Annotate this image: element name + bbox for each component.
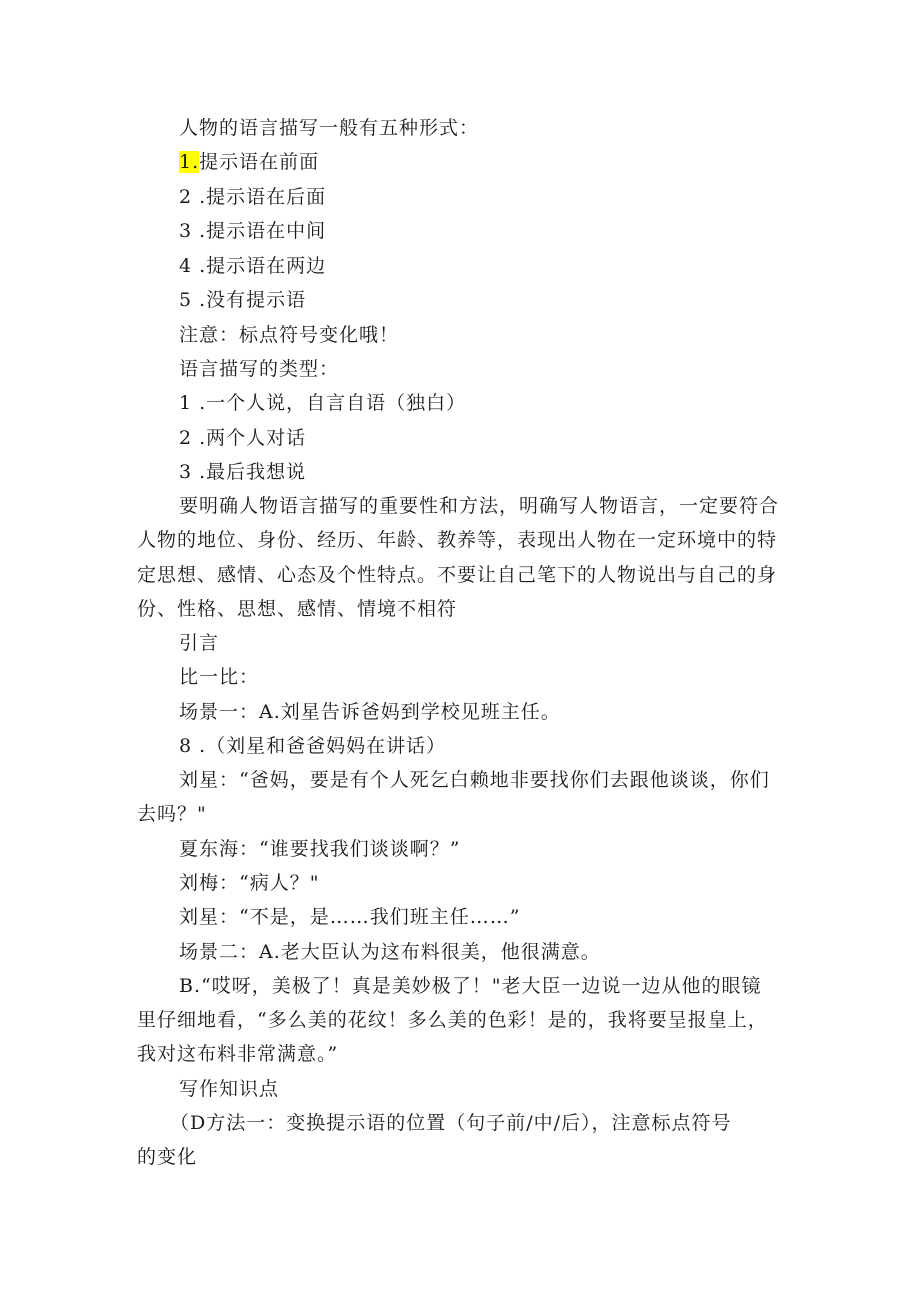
section-heading-intro: 引言: [179, 632, 220, 654]
list-item-1-text: 提示语在前面: [199, 151, 320, 173]
highlighted-number: 1.: [179, 151, 200, 173]
paragraph-line: 份、性格、思想、感情、情境不相符: [137, 598, 458, 620]
paragraph-line: 定思想、感情、心态及个性特点。不要让自己笔下的人物说出与自己的身: [137, 564, 778, 586]
compare-heading: 比一比：: [179, 666, 260, 688]
writing-points-heading: 写作知识点: [179, 1078, 280, 1100]
note-line: 注意：标点符号变化哦！: [179, 324, 400, 346]
types-heading: 语言描写的类型：: [179, 358, 340, 380]
type-item-3: 3 .最后我想说: [179, 461, 307, 483]
type-item-2: 2 .两个人对话: [179, 427, 307, 449]
list-item-5: 5 .没有提示语: [179, 289, 307, 311]
intro-line: 人物的语言描写一般有五种形式：: [179, 117, 480, 139]
dialogue-line: 去吗？": [137, 803, 207, 825]
dialogue-line: 刘星：“爸妈，要是有个人死乞白赖地非要找你们去跟他谈谈，你们: [179, 769, 770, 791]
list-item-3: 3 .提示语在中间: [179, 220, 327, 242]
scene-two-line: 场景二：A.老大臣认为这布料很美，他很满意。: [179, 941, 601, 963]
list-item-1: [179, 149, 319, 175]
dialogue-line: 刘梅：“病人？": [179, 872, 320, 894]
paragraph-line: 人物的地位、身份、经历、年龄、教养等，表现出人物在一定环境中的特: [137, 529, 778, 551]
scene-one-line: 场景一：A.刘星告诉爸妈到学校见班主任。: [179, 701, 561, 723]
scene-two-b-line: 我对这布料非常满意。”: [137, 1043, 339, 1065]
list-item-2: 2 .提示语在后面: [179, 186, 327, 208]
method-line: （D方法一：变换提示语的位置（句子前/中/后），注意标点符号: [170, 1112, 732, 1134]
dialogue-line: 夏东海：“谁要找我们谈谈啊？”: [179, 838, 461, 860]
dialogue-line: 刘星：“不是，是……我们班主任……”: [179, 906, 521, 928]
scene-two-b-line: B.“哎呀，美极了！真是美妙极了！"老大臣一边说一边从他的眼镜: [179, 975, 762, 997]
type-item-1: 1 .一个人说，自言自语（独白）: [179, 392, 467, 414]
method-line: 的变化: [137, 1146, 198, 1168]
list-item-4: 4 .提示语在两边: [179, 255, 327, 277]
paragraph-line: 要明确人物语言描写的重要性和方法，明确写人物语言，一定要符合: [179, 495, 780, 517]
scene-two-b-line: 里仔细地看，“多么美的花纹！多么美的色彩！是的，我将要呈报皇上，: [137, 1009, 768, 1031]
dialogue-line: 8 .（刘星和爸爸妈妈在讲话）: [179, 735, 447, 757]
